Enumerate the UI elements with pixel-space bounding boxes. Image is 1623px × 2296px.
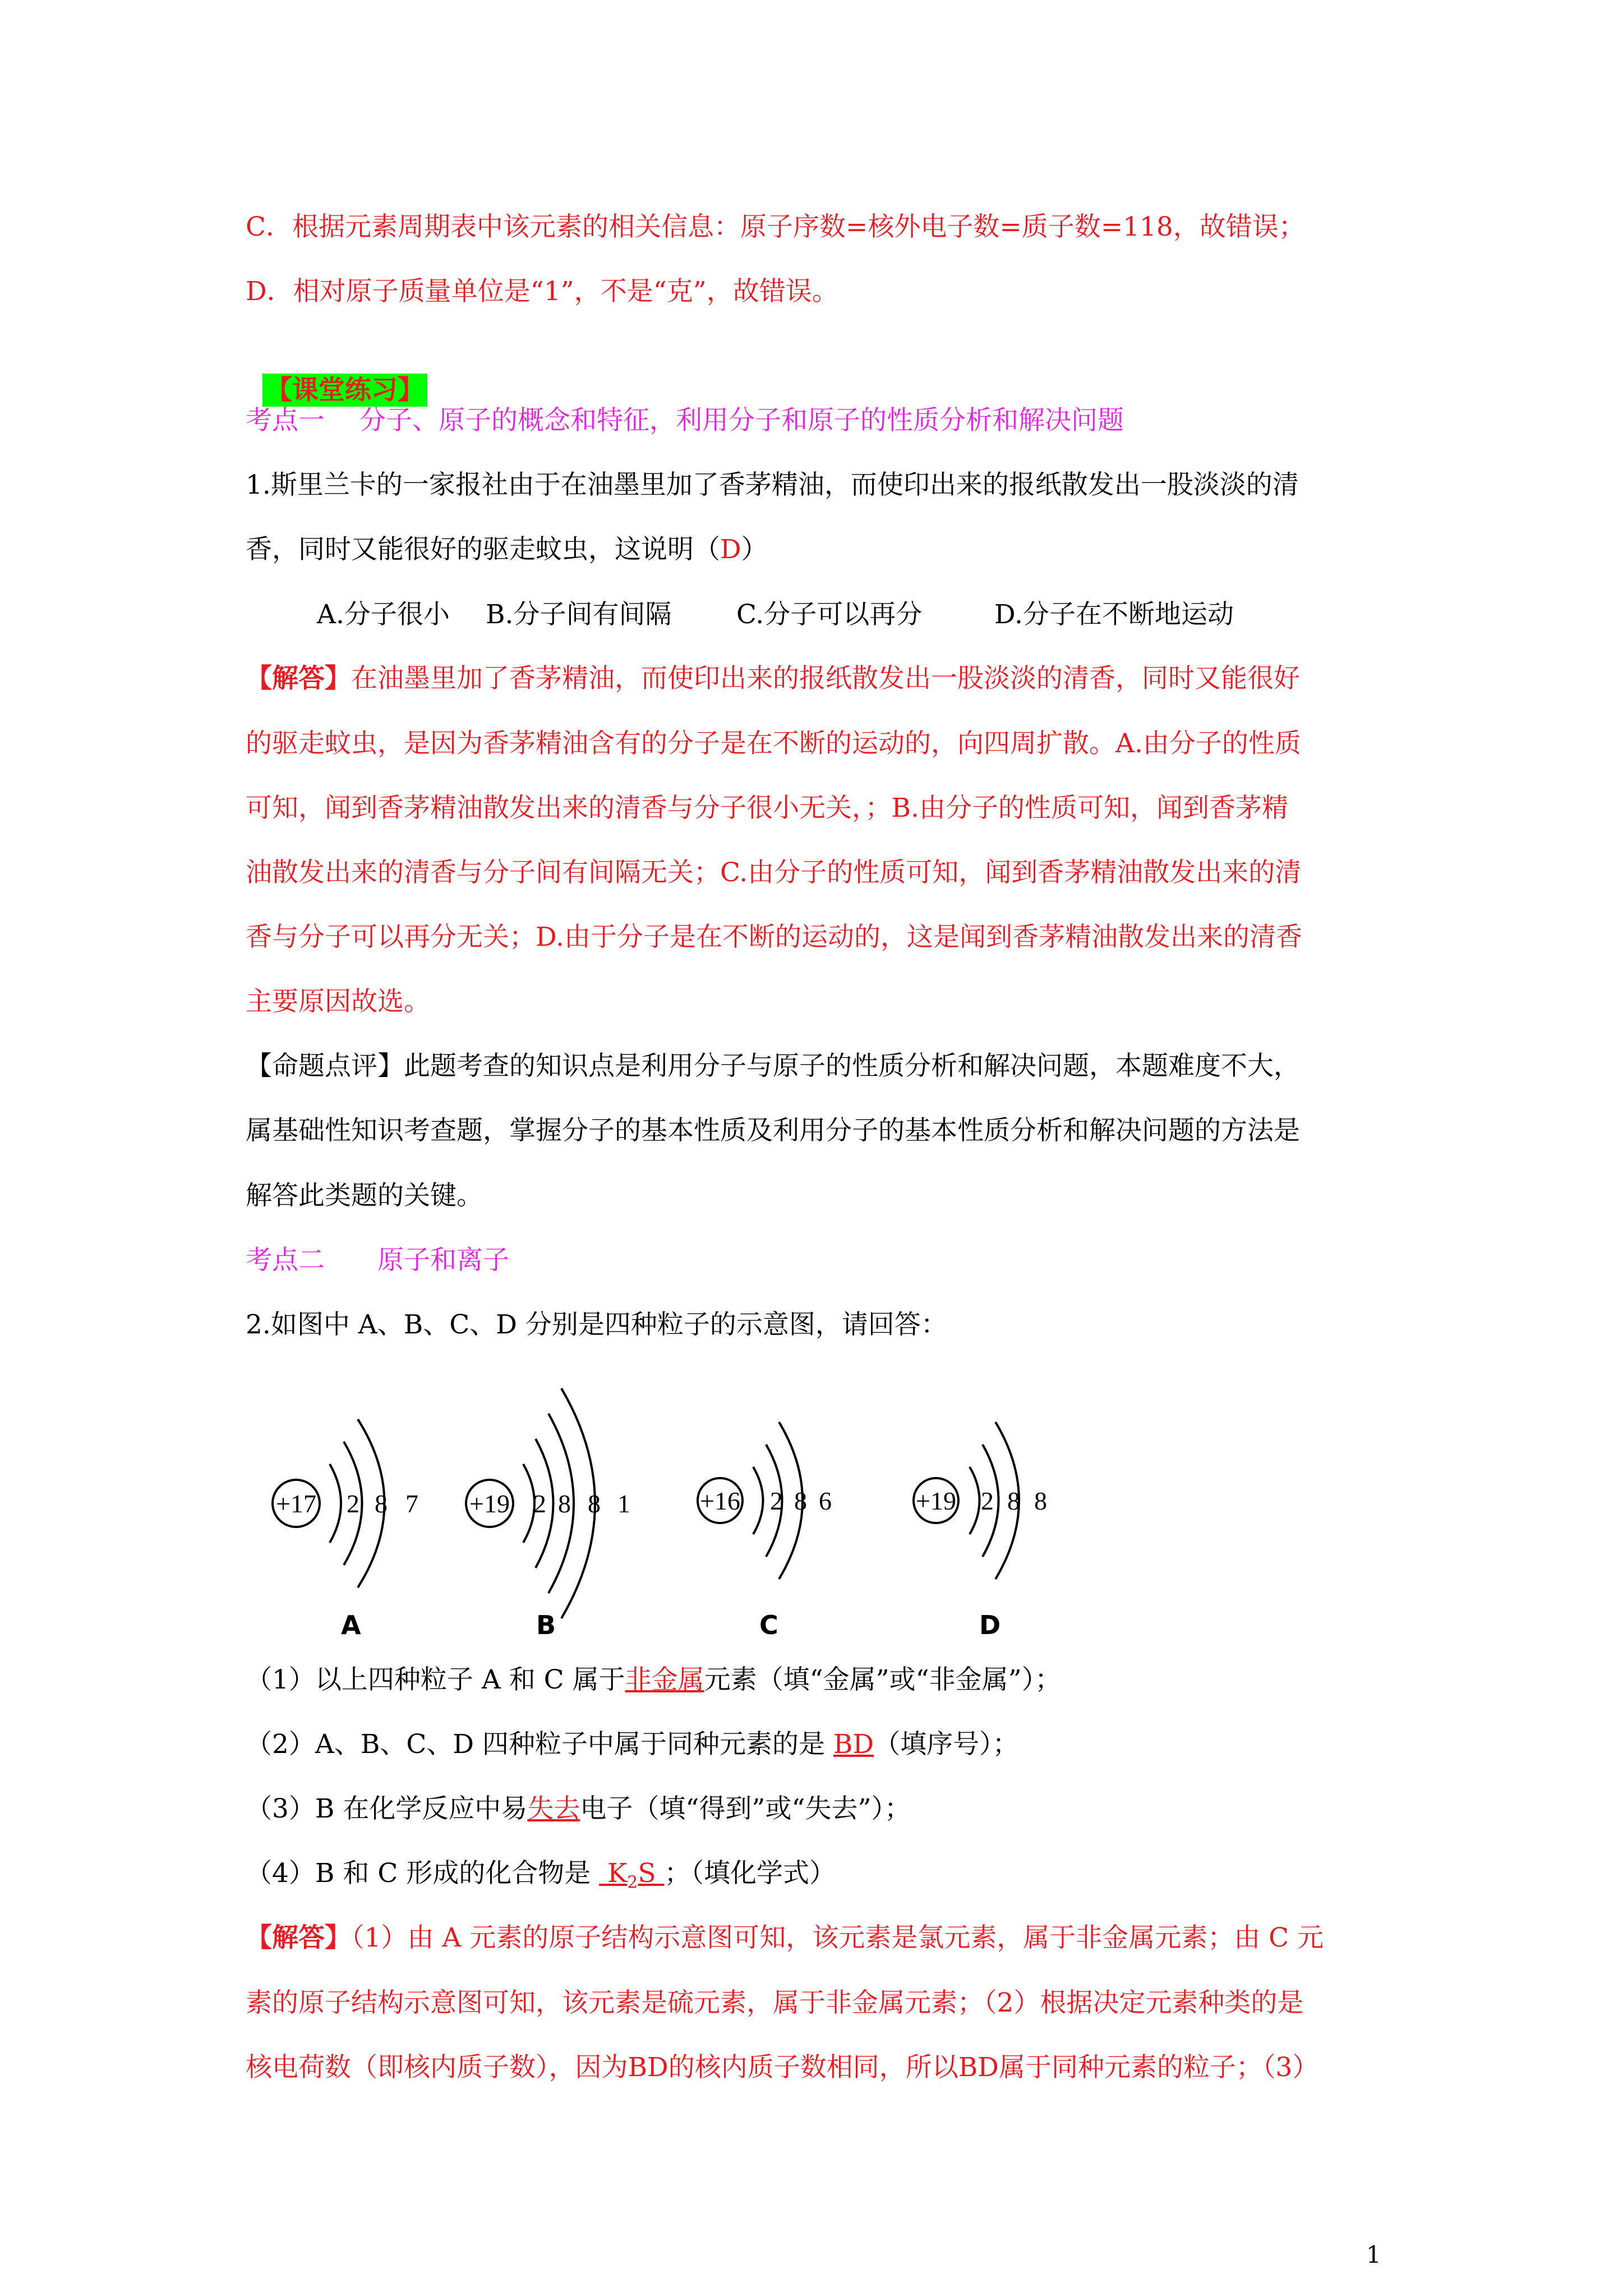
answer-2-line: 核电荷数（即核内质子数），因为BD的核内质子数相同，所以BD属于同种元素的粒子；（3） — [246, 2052, 1319, 2083]
answer-2-line: 素的原子结构示意图可知，该元素是硫元素，属于非金属元素；（2）根据决定元素种类的是 — [246, 1987, 1304, 2018]
electron-count: 6 — [819, 1487, 832, 1515]
sub-question-2 — [246, 1728, 1019, 1761]
comment-line: 属基础性知识考查题，掌握分子的基本性质及利用分子的基本性质分析和解决问题的方法是 — [246, 1115, 1300, 1146]
question-text: 电子（填“得到”或“失去”）； — [580, 1793, 911, 1824]
particle-d — [914, 1422, 1047, 1579]
sub-question-3 — [246, 1792, 911, 1826]
particle-diagrams-svg — [246, 1386, 1087, 1644]
question-text: 元素（填“金属”或“非金属”）； — [704, 1664, 1062, 1695]
electron-count: 8 — [1007, 1487, 1020, 1515]
fill-answer — [599, 1858, 665, 1893]
formula-part: S — [638, 1858, 665, 1889]
question-1-line — [246, 533, 768, 567]
answer-text: 在油墨里加了香茅精油，而使印出来的报纸散发出一股淡淡的清香，同时又能很好 — [351, 663, 1300, 694]
particle-label: A — [341, 1610, 361, 1640]
kaodian-1-heading: 考点一 分子、原子的概念和特征，利用分子和原子的性质分析和解决问题 — [246, 405, 1124, 436]
nucleus-label: +19 — [916, 1487, 956, 1515]
answer-1-line: 香与分子可以再分无关；D.由于分子是在不断的运动的，这是闻到香茅精油散发出来的清香 — [246, 922, 1302, 953]
electron-shell — [330, 1464, 341, 1543]
sub-question-4 — [246, 1857, 836, 1899]
nucleus-label: +19 — [469, 1489, 510, 1518]
particle-label: D — [979, 1610, 1001, 1640]
sub-question-1 — [246, 1663, 1061, 1697]
electron-shell — [753, 1467, 763, 1534]
electron-count: 8 — [375, 1489, 388, 1518]
answer-tag: 【解答】 — [246, 1922, 351, 1953]
question-text: ；（填化学式） — [664, 1858, 836, 1889]
option-d: D.分子在不断地运动 — [994, 599, 1234, 630]
question-2-line: 2.如图中 A、B、C、D 分别是四种粒子的示意图，请回答： — [246, 1309, 947, 1340]
option-b: B.分子间有间隔 — [486, 599, 672, 630]
electron-count: 2 — [347, 1489, 359, 1518]
electron-count: 8 — [794, 1487, 807, 1515]
particle-b — [466, 1388, 630, 1618]
answer-letter: D — [720, 534, 741, 565]
particle-a — [273, 1419, 418, 1588]
answer-text: （1）由 A 元素的原子结构示意图可知，该元素是氯元素，属于非金属元素；由 C 元 — [351, 1922, 1324, 1953]
answer-tag: 【解答】 — [246, 663, 351, 694]
text-line: C．根据元素周期表中该元素的相关信息：原子序数=核外电子数=质子数=118，故错误； — [246, 211, 1305, 242]
answer-1-line: 的驱走蚊虫，是因为香茅精油含有的分子是在不断的运动的，向四周扩散。A.由分子的性质 — [246, 728, 1301, 759]
electron-count: 2 — [770, 1487, 783, 1515]
electron-shell — [523, 1464, 534, 1543]
electron-count: 8 — [558, 1489, 571, 1518]
particle-label: B — [536, 1610, 556, 1640]
particle-diagrams — [246, 1386, 1087, 1646]
text-line: D．相对原子质量单位是“1”，不是“克”，故错误。 — [246, 276, 838, 307]
question-text: （3）B 在化学反应中易 — [246, 1793, 528, 1824]
question-text: （填序号）； — [874, 1729, 1019, 1760]
comment-line: 【命题点评】此题考查的知识点是利用分子与原子的性质分析和解决问题，本题难度不大， — [246, 1051, 1300, 1082]
question-text: （2）A、B、C、D 四种粒子中属于同种元素的是 — [246, 1729, 833, 1760]
answer-1-line: 油散发出来的清香与分子间有间隔无关；C.由分子的性质可知，闻到香茅精油散发出来的清 — [246, 857, 1302, 888]
option-a: A.分子很小 — [317, 599, 450, 630]
question-1-line: 1.斯里兰卡的一家报社由于在油墨里加了香茅精油，而使印出来的报纸散发出一股淡淡的清 — [246, 470, 1299, 500]
answer-1-line: 主要原因故选。 — [246, 986, 430, 1017]
electron-shell — [970, 1467, 980, 1534]
section-tag: 【课堂练习】 — [262, 374, 427, 407]
section-tag-line — [246, 340, 427, 407]
option-c: C.分子可以再分 — [736, 599, 923, 630]
kaodian-2-heading: 考点二 原子和离子 — [246, 1245, 509, 1276]
electron-count: 8 — [1034, 1487, 1047, 1515]
question-text: 香，同时又能很好的驱走蚊虫，这说明（ — [246, 534, 720, 565]
answer-1-line — [246, 662, 1300, 696]
question-text: ） — [741, 534, 768, 565]
fill-answer: 非金属 — [625, 1664, 704, 1695]
nucleus-label: +16 — [700, 1487, 740, 1515]
answer-1-line: 可知，闻到香茅精油散发出来的清香与分子很小无关，；B.由分子的性质可知，闻到香茅精 — [246, 793, 1288, 823]
nucleus-label: +17 — [276, 1489, 316, 1518]
fill-answer: BD — [833, 1729, 874, 1760]
formula-subscript: 2 — [627, 1872, 638, 1893]
electron-count: 1 — [617, 1489, 630, 1518]
particle-label: C — [759, 1610, 778, 1640]
question-text: （1）以上四种粒子 A 和 C 属于 — [246, 1664, 625, 1695]
answer-2-line — [246, 1921, 1324, 1955]
electron-count: 7 — [405, 1489, 418, 1518]
particle-c — [698, 1422, 832, 1579]
electron-count: 2 — [533, 1489, 546, 1518]
page-number: 1 — [1366, 2241, 1381, 2269]
comment-line: 解答此类题的关键。 — [246, 1180, 483, 1211]
formula-part: K — [599, 1858, 628, 1889]
fill-answer: 失去 — [527, 1793, 580, 1824]
electron-count: 8 — [588, 1489, 601, 1518]
question-text: （4）B 和 C 形成的化合物是 — [246, 1858, 600, 1889]
electron-count: 2 — [981, 1487, 994, 1515]
